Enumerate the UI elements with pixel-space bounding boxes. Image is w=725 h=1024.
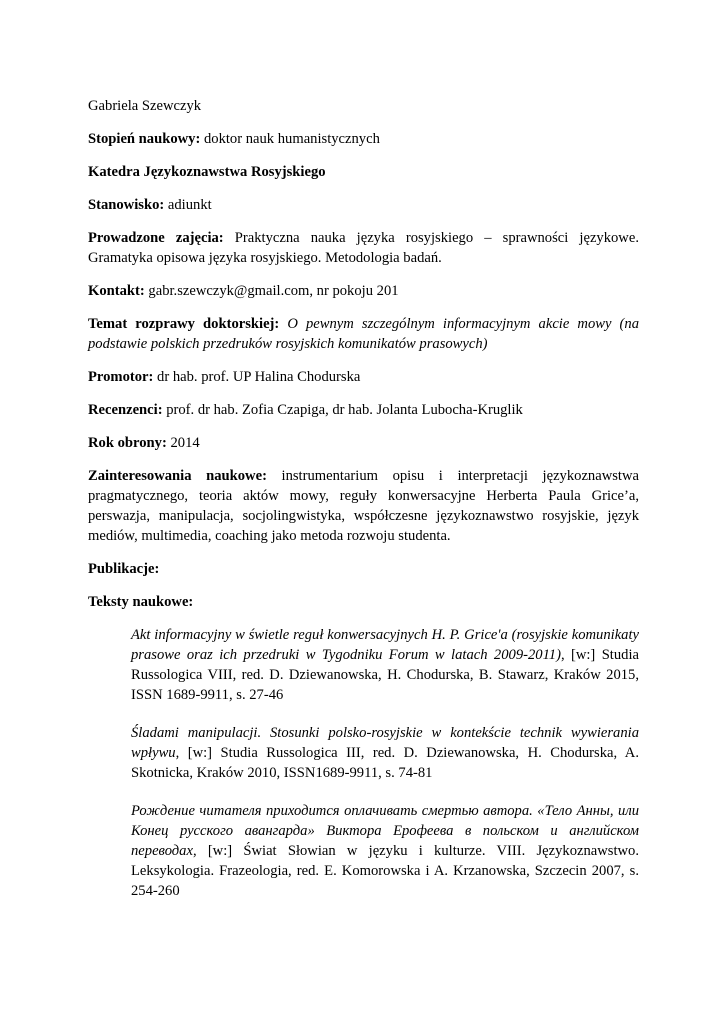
contact-label: Kontakt: — [88, 283, 145, 299]
promoter-value: dr hab. prof. UP Halina Chodurska — [157, 369, 361, 385]
publication-title: Рождение читателя приходится оплачивать смертью автора. «Тело Анны, или Конец русского авангарда» Виктора Ерофеева в польском и английском переводах — [131, 803, 639, 859]
defense-year-value: 2014 — [170, 435, 200, 451]
publication-item — [131, 801, 639, 901]
position-label: Stanowisko: — [88, 197, 165, 213]
reviewers-line — [88, 400, 639, 420]
defense-year-line — [88, 433, 639, 453]
contact-line — [88, 281, 639, 301]
promoter-label: Promotor: — [88, 369, 154, 385]
interests-line — [88, 466, 639, 546]
publication-details: , [w:] Studia Russologica VIII, red. D. Dziewanowska, H. Chodurska, B. Stawarz, Kraków 2015, ISSN 1689-9911, s. 27-46 — [131, 647, 639, 703]
contact-value: gabr.szewczyk@gmail.com, nr pokoju 201 — [148, 283, 399, 299]
reviewers-label: Recenzenci: — [88, 402, 163, 418]
thesis-value: O pewnym szczególnym informacyjnym akcie mowy (na podstawie polskich przedruków rosyjskich komunikatów prasowych) — [88, 316, 639, 352]
degree-label: Stopień naukowy: — [88, 131, 201, 147]
department: Katedra Językoznawstwa Rosyjskiego — [88, 164, 326, 180]
classes-line — [88, 228, 639, 268]
reviewers-value: prof. dr hab. Zofia Czapiga, dr hab. Jolanta Lubocha-Kruglik — [166, 402, 523, 418]
publication-details: , [w:] Świat Słowian w języku i kulturze. VIII. Językoznawstwo. Leksykologia. Frazeologia, red. E. Komorowska i A. Krzanowska, Szczecin 2007, s. 254-260 — [131, 843, 639, 899]
thesis-label: Temat rozprawy doktorskiej: — [88, 316, 280, 332]
classes-label: Prowadzone zajęcia: — [88, 230, 224, 246]
defense-year-label: Rok obrony: — [88, 435, 167, 451]
classes-value: Praktyczna nauka języka rosyjskiego – sprawności językowe. Gramatyka opisowa języka rosyjskiego. Metodologia badań. — [88, 230, 639, 266]
scientific-texts-heading: Teksty naukowe: — [88, 594, 194, 610]
person-name: Gabriela Szewczyk — [88, 98, 202, 114]
degree-line — [88, 129, 639, 149]
promoter-line — [88, 367, 639, 387]
publication-item — [131, 625, 639, 705]
publication-item — [131, 723, 639, 783]
publication-title: Śladami manipulacji. Stosunki polsko-rosyjskie w kontekście technik wywierania wpływu — [131, 725, 639, 761]
publications-heading: Publikacje: — [88, 561, 160, 577]
interests-value: instrumentarium opisu i interpretacji językoznawstwa pragmatycznego, teoria aktów mowy, reguły konwersacyjne Herberta Paula Grice’a, perswazja, manipulacja, socjolingwistyka, współczesne językoznawstwo rosyjskie, język mediów, multimedia, coaching jako metoda rozwoju studenta. — [88, 468, 639, 544]
thesis-line — [88, 314, 639, 354]
interests-label: Zainteresowania naukowe: — [88, 468, 267, 484]
publication-title: Akt informacyjny w świetle reguł konwersacyjnych H. P. Grice'a (rosyjskie komunikaty prasowe oraz ich przedruki w Tygodniku Forum w latach 2009-2011) — [131, 627, 639, 663]
position-line — [88, 195, 639, 215]
degree-value: doktor nauk humanistycznych — [203, 131, 380, 147]
position-value: adiunkt — [167, 197, 212, 213]
publication-details: , [w:] Studia Russologica III, red. D. Dziewanowska, H. Chodurska, A. Skotnicka, Kraków 2010, ISSN1689-9911, s. 74-81 — [131, 745, 639, 781]
profile-document — [88, 96, 639, 919]
